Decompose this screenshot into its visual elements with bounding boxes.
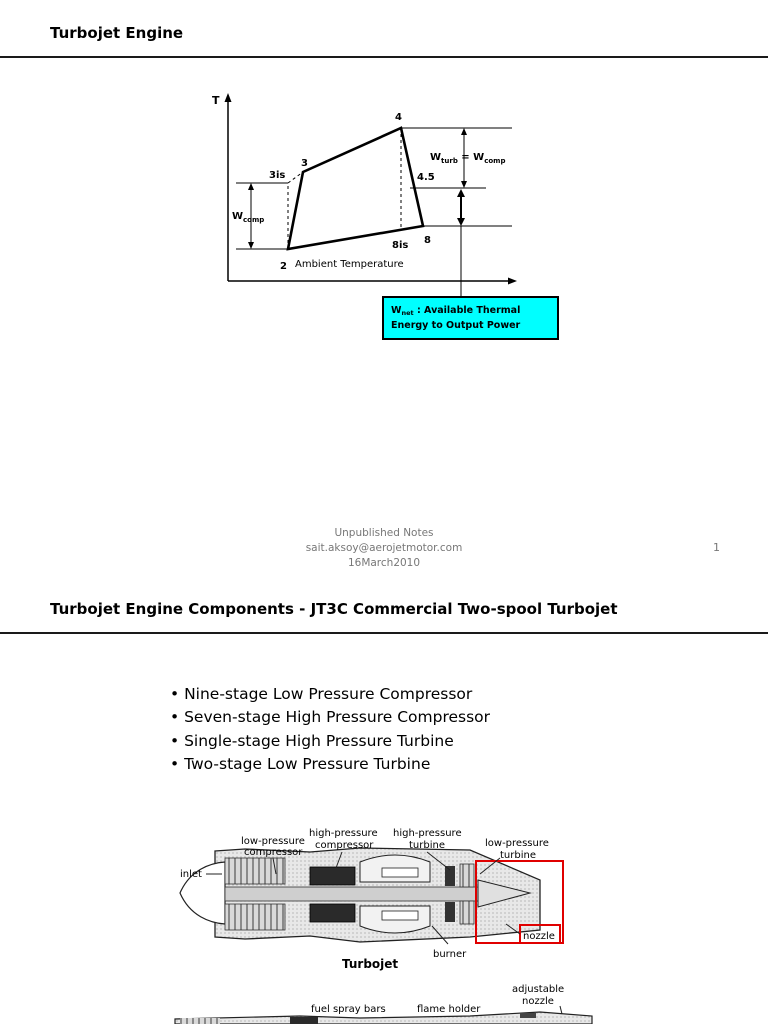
flame-holder-label: flame holder <box>417 1004 481 1015</box>
hpc-label-2: compressor <box>315 840 374 851</box>
lpt-label-2: turbine <box>500 850 536 861</box>
point-3-label: 3 <box>301 158 308 169</box>
point-8is-label: 8is <box>392 240 409 251</box>
inlet-label: inlet <box>180 869 202 880</box>
wcomp-label: $W_{comp}$ <box>232 211 265 224</box>
wturb-label: $W_{turb} = W_{comp}$ <box>430 152 506 165</box>
t-axis-label: T <box>212 94 220 107</box>
point-3is-label: 3is <box>269 170 286 181</box>
footer-notes: Unpublished Notes <box>334 527 434 539</box>
hpt-label-2: turbine <box>409 840 445 851</box>
fuel-spray-label: fuel spray bars <box>311 1004 386 1015</box>
slide-1-title: Turbojet Engine <box>50 24 184 42</box>
point-45-label: 4.5 <box>417 172 435 183</box>
wnet-label-line2: Energy to Output Power <box>391 320 521 331</box>
lp-turbine <box>460 864 474 887</box>
figure-caption: Turbojet <box>342 957 399 971</box>
list-item: • Two-stage Low Pressure Turbine <box>170 753 490 776</box>
hpt-label-1: high-pressure <box>393 828 462 839</box>
hp-turbine <box>445 866 455 886</box>
footer-email: sait.aksoy@aerojetmotor.com <box>305 542 463 554</box>
hpc-label-1: high-pressure <box>309 828 378 839</box>
ambient-label: Ambient Temperature <box>295 259 404 270</box>
point-2-label: 2 <box>280 261 287 272</box>
footer-date: 16March2010 <box>347 557 421 569</box>
lpc-label-1: low-pressure <box>241 836 305 847</box>
lpt-label-1: low-pressure <box>485 838 549 849</box>
wnet-label-line1: $W_{net}$ : Available Thermal <box>391 305 521 317</box>
list-item: • Nine-stage Low Pressure Compressor <box>170 683 490 706</box>
engine-shaft <box>225 887 485 901</box>
point-4-label: 4 <box>395 112 402 123</box>
lp-compressor <box>225 858 285 884</box>
burner-label: burner <box>433 949 467 960</box>
adj-nozzle-label-1: adjustable <box>512 984 565 995</box>
point-8-label: 8 <box>424 235 431 246</box>
page-number: 1 <box>713 541 720 554</box>
nozzle-label: nozzle <box>523 931 555 942</box>
list-item: • Seven-stage High Pressure Compressor <box>170 706 490 729</box>
adj-nozzle-label-2: nozzle <box>522 996 554 1007</box>
lpc-label-2: compressor <box>244 847 303 858</box>
list-item: • Single-stage High Pressure Turbine <box>170 730 490 753</box>
slide-2-title: Turbojet Engine Components - JT3C Commercial Two-spool Turbojet <box>50 600 618 618</box>
hp-compressor <box>310 867 355 885</box>
